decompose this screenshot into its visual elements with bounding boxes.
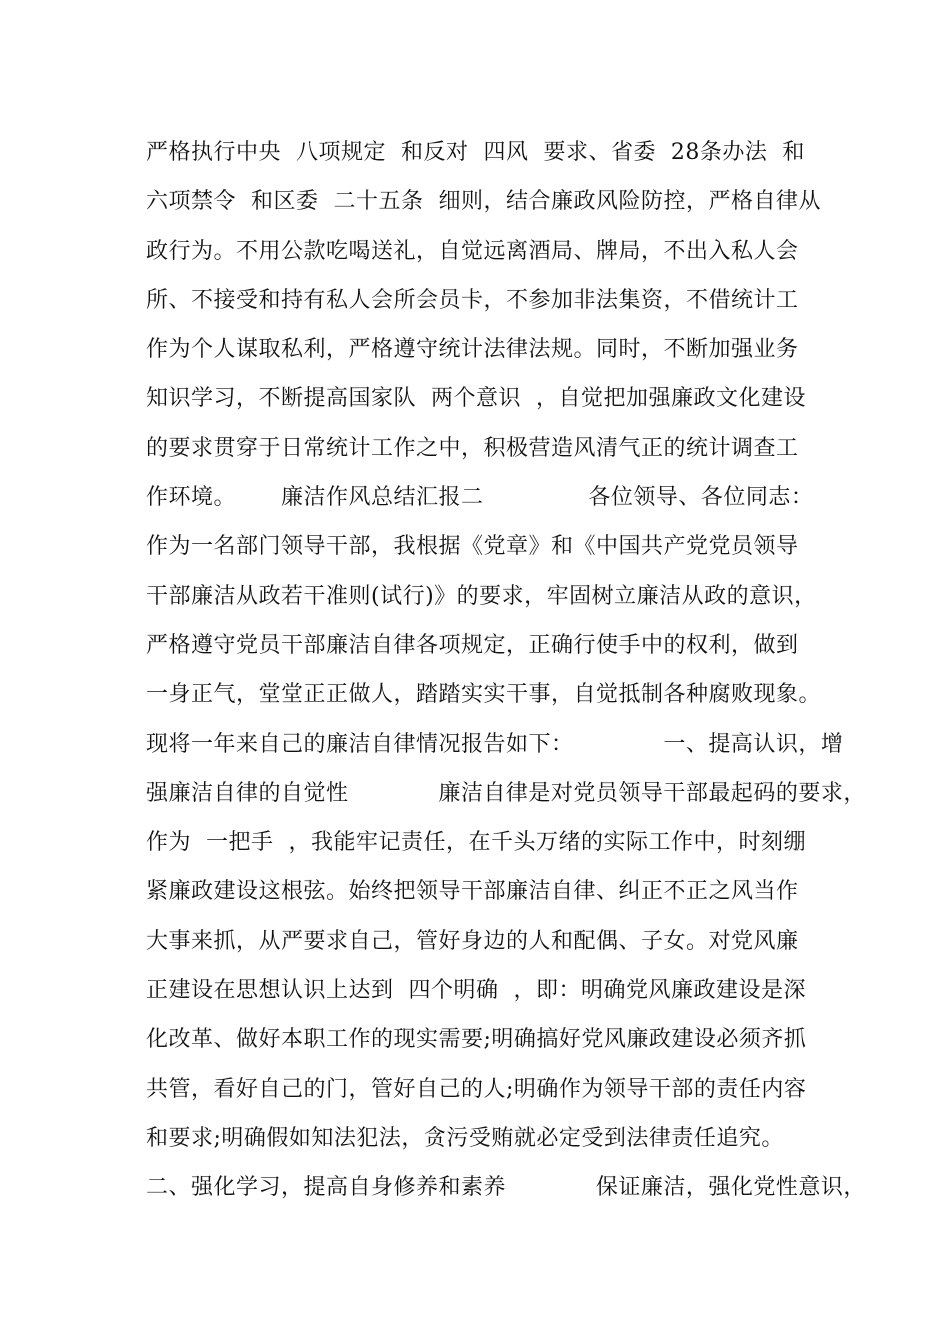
text-line: 现将一年来自己的廉洁自律情况报告如下： 一、提高认识，增 — [146, 731, 844, 757]
text-line: 化改革、做好本职工作的现实需要;明确搞好党风廉政建设必须齐抓 — [146, 1027, 807, 1053]
text-line: 作为一名部门领导干部，我根据《党章》和《中国共产党党员领导 — [146, 534, 799, 560]
body-text — [146, 132, 866, 1217]
text-line: 二、强化学习，提高自身修养和素养 保证廉洁，强化党性意识， — [146, 1175, 866, 1201]
text-line: 一身正气，堂堂正正做人，踏踏实实干事，自觉抵制各种腐败现象。 — [146, 682, 822, 708]
text-line: 作环境。 廉洁作风总结汇报二 各位领导、各位同志： — [146, 485, 814, 511]
text-line: 强廉洁自律的自觉性 廉洁自律是对党员领导干部最起码的要求， — [146, 780, 866, 806]
text-line: 政行为。不用公款吃喝送礼，自觉远离酒局、牌局，不出入私人会 — [146, 238, 799, 264]
text-line: 紧廉政建设这根弦。始终把领导干部廉洁自律、纠正不正之风当作 — [146, 879, 799, 905]
text-line: 大事来抓，从严要求自己，管好身边的人和配偶、子女。对党风廉 — [146, 928, 799, 954]
text-line: 和要求;明确假如知法犯法，贪污受贿就必定受到法律责任追究。 — [146, 1125, 784, 1151]
text-line: 严格执行中央 八项规定 和反对 四风 要求、省委 28条办法 和 — [146, 140, 805, 165]
text-line: 严格遵守党员干部廉洁自律各项规定，正确行使手中的权利，做到 — [146, 632, 799, 658]
text-line: 作为个人谋取私利，严格遵守统计法律法规。同时，不断加强业务 — [146, 337, 799, 363]
text-line: 干部廉洁从政若干准则(试行)》的要求，牢固树立廉洁从政的意识， — [146, 583, 817, 609]
text-line: 六项禁令 和区委 二十五条 细则，结合廉政风险防控，严格自律从 — [146, 189, 821, 215]
text-line: 所、不接受和持有私人会所会员卡，不参加非法集资，不借统计工 — [146, 287, 799, 313]
text-line: 作为 一把手 ，我能牢记责任，在千头万绪的实际工作中，时刻绷 — [146, 830, 806, 856]
text-line: 共管，看好自己的门，管好自己的人;明确作为领导干部的责任内容 — [146, 1076, 807, 1102]
text-line: 的要求贯穿于日常统计工作之中，积极营造风清气正的统计调查工 — [146, 435, 799, 461]
text-line: 正建设在思想认识上达到 四个明确 ，即：明确党风廉政建设是深 — [146, 978, 806, 1004]
text-line: 知识学习，不断提高国家队 两个意识 ，自觉把加强廉政文化建设 — [146, 386, 806, 412]
